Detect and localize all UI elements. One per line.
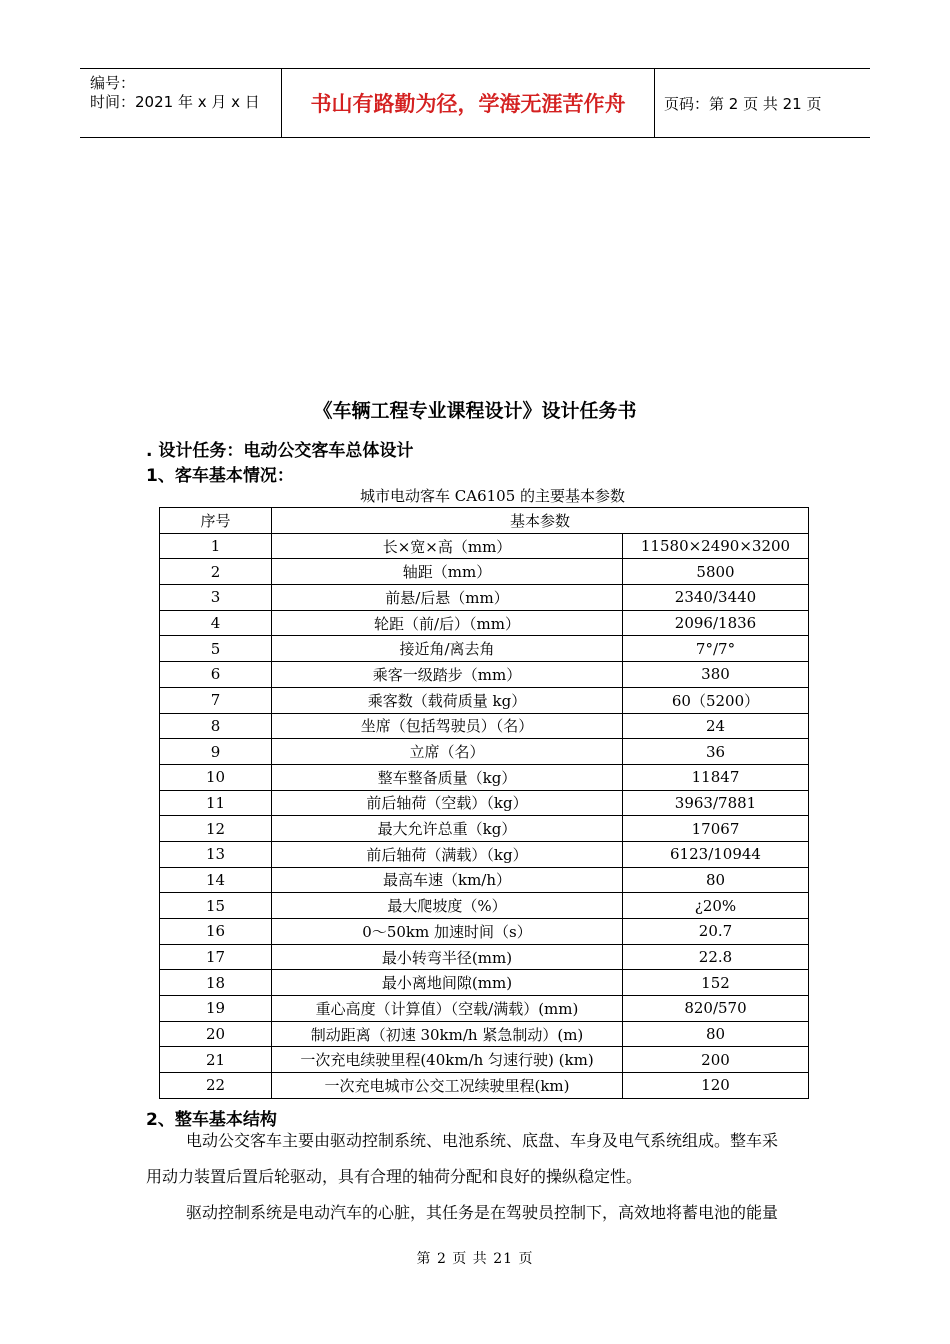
row-parameter: 立席（名） xyxy=(272,739,623,765)
row-parameter: 轴距（mm） xyxy=(272,559,623,585)
row-parameter: 乘客一级踏步（mm） xyxy=(272,662,623,688)
row-value: 24 xyxy=(623,713,809,739)
row-value: 80 xyxy=(623,867,809,893)
row-index: 22 xyxy=(160,1073,272,1099)
table-row xyxy=(160,996,809,1022)
table-row xyxy=(160,662,809,688)
row-index: 11 xyxy=(160,790,272,816)
section-vehicle-basics: 1、客车基本情况： xyxy=(146,466,294,486)
row-value: 3963/7881 xyxy=(623,790,809,816)
row-index: 12 xyxy=(160,816,272,842)
row-value: 22.8 xyxy=(623,944,809,970)
row-index: 2 xyxy=(160,559,272,585)
row-parameter: 前后轴荷（满载）（kg） xyxy=(272,841,623,867)
row-parameter: 接近角/离去角 xyxy=(272,636,623,662)
row-parameter: 制动距离（初速 30km/h 紧急制动）(m) xyxy=(272,1021,623,1047)
table-row xyxy=(160,1073,809,1099)
row-parameter: 一次充电城市公交工况续驶里程(km) xyxy=(272,1073,623,1099)
row-index: 6 xyxy=(160,662,272,688)
row-index: 21 xyxy=(160,1047,272,1073)
row-parameter: 前悬/后悬（mm） xyxy=(272,585,623,611)
table-row xyxy=(160,816,809,842)
table-row xyxy=(160,919,809,945)
row-parameter: 坐席（包括驾驶员）（名） xyxy=(272,713,623,739)
row-parameter: 重心高度（计算值）（空载/满载）(mm) xyxy=(272,996,623,1022)
row-value: 380 xyxy=(623,662,809,688)
table-row xyxy=(160,559,809,585)
row-parameter: 乘客数（载荷质量 kg） xyxy=(272,687,623,713)
row-parameter: 最大爬坡度（%） xyxy=(272,893,623,919)
row-value: 7°/7° xyxy=(623,636,809,662)
row-index: 19 xyxy=(160,996,272,1022)
row-value: 200 xyxy=(623,1047,809,1073)
row-value: 36 xyxy=(623,739,809,765)
row-index: 18 xyxy=(160,970,272,996)
row-value: 6123/10944 xyxy=(623,841,809,867)
table-caption: 城市电动客车 CA6105 的主要基本参数 xyxy=(359,487,626,505)
table-row xyxy=(160,713,809,739)
section-design-task: . 设计任务：电动公交客车总体设计 xyxy=(146,441,414,461)
row-value: 5800 xyxy=(623,559,809,585)
row-parameter: 整车整备质量（kg） xyxy=(272,764,623,790)
row-parameter: 长×宽×高（mm） xyxy=(272,533,623,559)
row-index: 9 xyxy=(160,739,272,765)
row-index: 5 xyxy=(160,636,272,662)
table-row xyxy=(160,841,809,867)
header-motto: 书山有路勤为径，学海无涯苦作舟 xyxy=(282,69,655,137)
serial-label: 编号： xyxy=(90,74,136,92)
row-value: 80 xyxy=(623,1021,809,1047)
page-header xyxy=(80,68,870,138)
row-index: 7 xyxy=(160,687,272,713)
row-value: 60（5200） xyxy=(623,687,809,713)
page-footer: 第 2 页 共 21 页 xyxy=(416,1251,534,1267)
table-row xyxy=(160,1021,809,1047)
header-index: 序号 xyxy=(160,508,272,534)
row-index: 10 xyxy=(160,764,272,790)
time-label: 时间：2021 年 x 月 x 日 xyxy=(90,93,260,111)
row-parameter: 一次充电续驶里程(40km/h 匀速行驶) (km) xyxy=(272,1047,623,1073)
table-row xyxy=(160,739,809,765)
row-parameter: 0～50km 加速时间（s） xyxy=(272,919,623,945)
row-parameter: 最大允许总重（kg） xyxy=(272,816,623,842)
paragraph-1-line-1: 电动公交客车主要由驱动控制系统、电池系统、底盘、车身及电气系统组成。整车采 xyxy=(186,1131,779,1150)
table-row xyxy=(160,687,809,713)
table-row xyxy=(160,585,809,611)
row-value: 2096/1836 xyxy=(623,610,809,636)
header-parameters: 基本参数 xyxy=(272,508,809,534)
table-row xyxy=(160,867,809,893)
row-value: 120 xyxy=(623,1073,809,1099)
row-index: 13 xyxy=(160,841,272,867)
row-value: 11580×2490×3200 xyxy=(623,533,809,559)
header-meta-cell xyxy=(80,69,282,137)
paragraph-2-line-1: 驱动控制系统是电动汽车的心脏，其任务是在驾驶员控制下，高效地将蓄电池的能量 xyxy=(186,1203,779,1222)
row-value: 11847 xyxy=(623,764,809,790)
section-vehicle-structure: 2、整车基本结构 xyxy=(146,1110,277,1130)
row-parameter: 最小转弯半径(mm) xyxy=(272,944,623,970)
table-header-row xyxy=(160,508,809,534)
document-title: 《车辆工程专业课程设计》设计任务书 xyxy=(313,400,637,422)
row-value: 17067 xyxy=(623,816,809,842)
row-parameter: 最小离地间隙(mm) xyxy=(272,970,623,996)
header-page-code: 页码：第 2 页 共 21 页 xyxy=(664,94,822,113)
table-row xyxy=(160,610,809,636)
row-value: 152 xyxy=(623,970,809,996)
row-value: 820/570 xyxy=(623,996,809,1022)
row-index: 15 xyxy=(160,893,272,919)
parameters-table xyxy=(159,507,809,1099)
row-parameter: 轮距（前/后）（mm） xyxy=(272,610,623,636)
row-index: 1 xyxy=(160,533,272,559)
table-row xyxy=(160,790,809,816)
row-index: 17 xyxy=(160,944,272,970)
table-row xyxy=(160,893,809,919)
table-row xyxy=(160,1047,809,1073)
row-index: 3 xyxy=(160,585,272,611)
row-index: 20 xyxy=(160,1021,272,1047)
row-index: 16 xyxy=(160,919,272,945)
row-value: 20.7 xyxy=(623,919,809,945)
row-parameter: 前后轴荷（空载）（kg） xyxy=(272,790,623,816)
row-parameter: 最高车速（km/h） xyxy=(272,867,623,893)
row-value: ¿20% xyxy=(623,893,809,919)
table-row xyxy=(160,970,809,996)
table-row xyxy=(160,533,809,559)
row-index: 4 xyxy=(160,610,272,636)
row-index: 8 xyxy=(160,713,272,739)
paragraph-1-line-2: 用动力装置后置后轮驱动，具有合理的轴荷分配和良好的操纵稳定性。 xyxy=(146,1167,643,1186)
row-index: 14 xyxy=(160,867,272,893)
table-row xyxy=(160,764,809,790)
row-value: 2340/3440 xyxy=(623,585,809,611)
table-row xyxy=(160,944,809,970)
table-row xyxy=(160,636,809,662)
